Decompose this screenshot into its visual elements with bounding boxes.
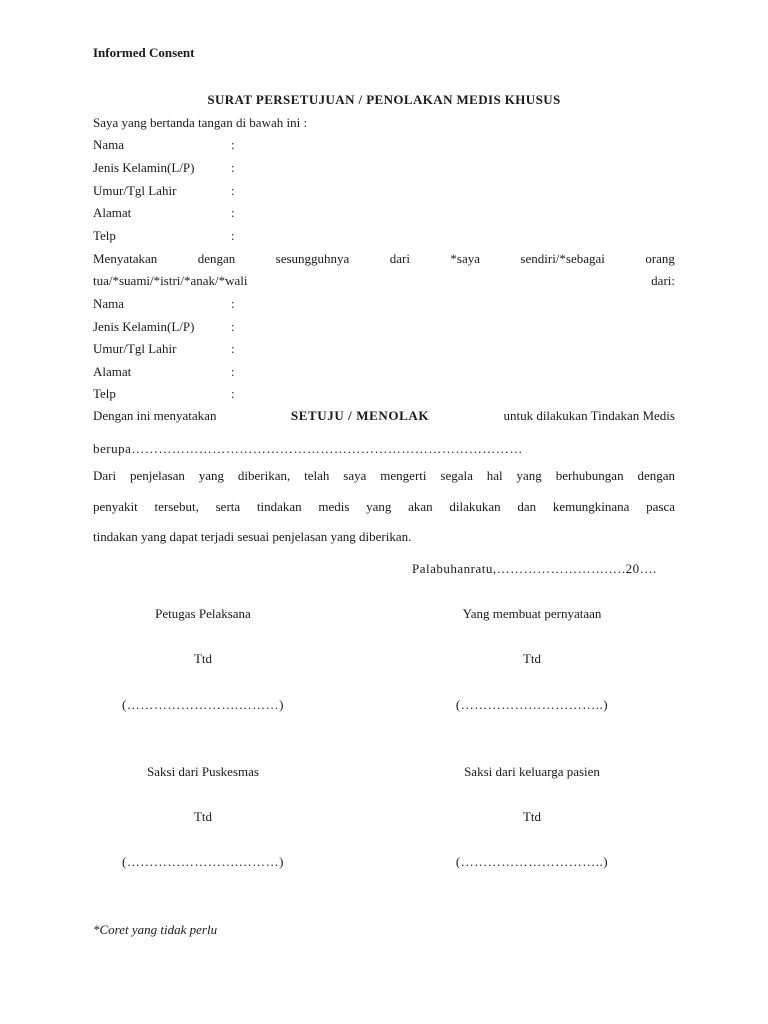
patient-phone-label: Telp <box>93 386 116 401</box>
statement-word: dengan <box>197 251 236 266</box>
statement-line-2 <box>93 273 675 289</box>
self-address-colon: : <box>231 205 235 220</box>
place-date: Palabuhanratu,…………………….….20…. <box>412 561 657 576</box>
intro-text: Saya yang bertanda tangan di bawah ini : <box>93 115 308 130</box>
patient-address-label: Alamat <box>93 364 132 379</box>
self-gender-colon: : <box>231 160 235 175</box>
witness-clinic-signature-blank: (…………………….………) <box>122 854 284 869</box>
self-phone-label: Telp <box>93 228 116 243</box>
declaration-choice: SETUJU / MENOLAK <box>290 408 430 423</box>
patient-age-label: Umur/Tgl Lahir <box>93 341 177 356</box>
patient-name-label: Nama <box>93 296 125 311</box>
statement-line-1 <box>93 251 675 267</box>
document-header: Informed Consent <box>93 45 195 60</box>
self-name-label: Nama <box>93 137 125 152</box>
self-age-colon: : <box>231 183 235 198</box>
declaration-prefix: Dengan ini menyatakan <box>93 408 217 423</box>
statement-word: Menyatakan <box>93 251 158 266</box>
explanation-line-2: penyakit tersebut, serta tindakan medis yang akan dilakukan dan kemungkinana pasca <box>93 499 675 514</box>
patient-name-colon: : <box>231 296 235 311</box>
self-name-colon: : <box>231 137 235 152</box>
self-address-label: Alamat <box>93 205 132 220</box>
self-age-label: Umur/Tgl Lahir <box>93 183 177 198</box>
statement-word: orang <box>645 251 675 266</box>
declarant-title: Yang membuat pernyataan <box>462 606 602 621</box>
self-gender-label: Jenis Kelamin(L/P) <box>93 160 195 175</box>
document-title: SURAT PERSETUJUAN / PENOLAKAN MEDIS KHUSUS <box>207 92 561 107</box>
witness-family-title: Saksi dari keluarga pasien <box>464 764 600 779</box>
patient-age-colon: : <box>231 341 235 356</box>
patient-phone-colon: : <box>231 386 235 401</box>
statement-relation: tua/*suami/*istri/*anak/*wali <box>93 273 248 288</box>
declaration-line-1 <box>93 408 675 424</box>
witness-clinic-title: Saksi dari Puskesmas <box>147 764 259 779</box>
explanation-line-1: Dari penjelasan yang diberikan, telah saya mengerti segala hal yang berhubungan dengan <box>93 468 675 483</box>
declaration-procedure: berupa…………………………………………………………………………… <box>93 441 523 456</box>
patient-gender-colon: : <box>231 319 235 334</box>
statement-word: sesungguhnya <box>275 251 350 266</box>
explanation-line-3: tindakan yang dapat terjadi sesuai penjelasan yang diberikan. <box>93 529 412 544</box>
statement-word: dari <box>389 251 410 266</box>
witness-family-ttd: Ttd <box>522 809 542 824</box>
statement-word: sendiri/*sebagai <box>520 251 605 266</box>
declarant-ttd: Ttd <box>522 651 542 666</box>
witness-clinic-ttd: Ttd <box>193 809 213 824</box>
officer-ttd: Ttd <box>193 651 213 666</box>
officer-signature-blank: (…………………….………) <box>122 697 284 712</box>
patient-address-colon: : <box>231 364 235 379</box>
statement-from: dari: <box>651 273 675 288</box>
declarant-signature-blank: (…………………………..) <box>455 697 609 712</box>
officer-title: Petugas Pelaksana <box>155 606 251 621</box>
statement-word: *saya <box>450 251 480 266</box>
patient-gender-label: Jenis Kelamin(L/P) <box>93 319 195 334</box>
declaration-suffix: untuk dilakukan Tindakan Medis <box>503 408 675 423</box>
witness-family-signature-blank: (…………………………..) <box>455 854 609 869</box>
self-phone-colon: : <box>231 228 235 243</box>
footnote: *Coret yang tidak perlu <box>93 922 218 937</box>
